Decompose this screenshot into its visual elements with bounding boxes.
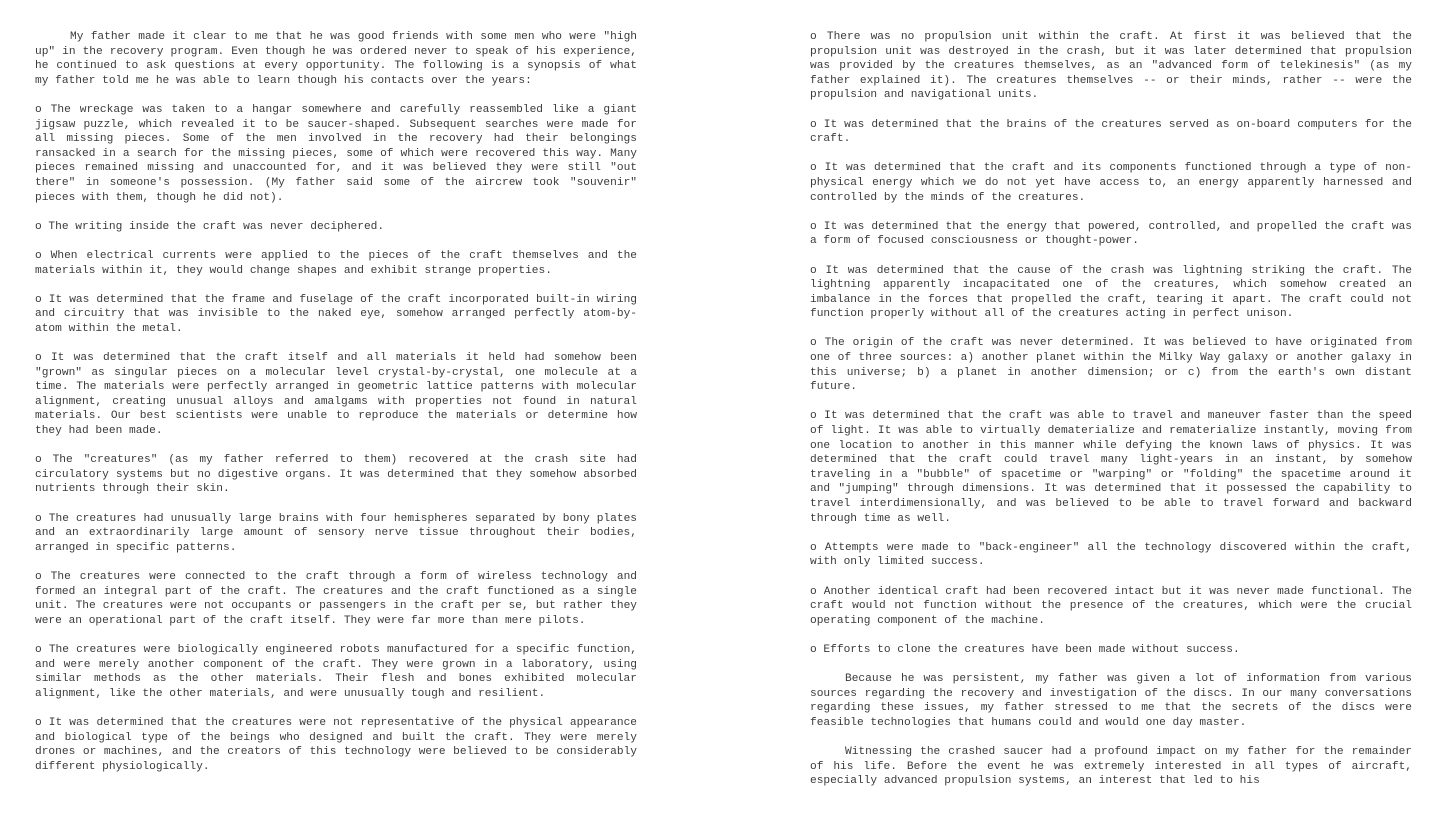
list-item: o Attempts were made to "back-engineer" all the technology discovered within the craft, with only limited success. xyxy=(810,541,1412,569)
body-paragraph: Because he was persistent, my father was given a lot of information from various sources regarding the recovery and investigation of the discs. In our many conversations regarding these issues, my father stressed to me that the secrets of the discs were feasible technologies that humans could and would one day master. xyxy=(810,673,1412,729)
list-item: o It was determined that the craft was able to travel and maneuver faster than the speed of light. It was able to virtually dematerialize and rematerialize instantly, moving from one location to another in this manner while defying the known laws of physics. It was determined that the craft could travel many light-years in an instant, by somehow traveling in a "bubble" of spacetime or "warping" or "folding" the spacetime around it and "jumping" through dimensions. It was determined that it possessed the capability to travel interdimensionally, and was believed to be able to travel forward and backward through time as well. xyxy=(810,410,1412,525)
list-item: o The wreckage was taken to a hangar somewhere and carefully reassembled like a giant jigsaw puzzle, which revealed it to be saucer-shaped. Subsequent searches were made for all missing pieces. Some of the men involved in the recovery had their belongings ransacked in a search for the missing pieces, some of which were recovered this way. Many pieces remained missing and unaccounted for, and it was believed they were still "out there" in someone's possession. (My father said some of the aircrew took "souvenir" pieces with them, though he did not). xyxy=(35,103,637,204)
list-item: o The origin of the craft was never determined. It was believed to have originated from one of three sources: a) another planet within the Milky Way galaxy or another galaxy in this universe; b) a planet in another dimension; or c) from the earth's own distant future. xyxy=(810,337,1412,394)
body-paragraph: Witnessing the crashed saucer had a profound impact on my father for the remainder of his life. Before the event he was extremely interested in all types of aircraft, especially advanced propulsion systems, an interest that led to his xyxy=(810,746,1412,788)
list-item: o The creatures were connected to the craft through a form of wireless technology and formed an integral part of the craft. The creatures and the craft functioned as a single unit. The creatures were not occupants or passengers in the craft per se, but rather they were an operational part of the craft itself. They were far more than mere pilots. xyxy=(35,570,637,627)
list-item: o The creatures were biologically engineered robots manufactured for a specific function, and were merely another component of the craft. They were grown in a laboratory, using similar methods as the other materials. Their flesh and bones exhibited molecular alignment, like the other materials, and were unusually tough and resilient. xyxy=(35,643,637,700)
list-item: o It was determined that the energy that powered, controlled, and propelled the craft was a form of focused consciousness or thought-power. xyxy=(810,220,1412,248)
list-item: o Efforts to clone the creatures have been made without success. xyxy=(810,643,1240,656)
list-item: o It was determined that the brains of the creatures served as on-board computers for the craft. xyxy=(810,118,1412,146)
list-item: o The writing inside the craft was never deciphered. xyxy=(35,220,385,233)
list-item: o The "creatures" (as my father referred to them) recovered at the crash site had circulatory systems but no digestive organs. It was determined that they somehow absorbed nutrients through their skin. xyxy=(35,454,637,496)
list-item: o It was determined that the creatures were not representative of the physical appearance and biological type of the beings who designed and built the craft. They were merely drones or machines, and the creators of this technology were believed to be considerably different physiologically. xyxy=(35,716,637,773)
list-item: o It was determined that the frame and fuselage of the craft incorporated built-in wiring and circuitry that was invisible to the naked eye, somehow arranged perfectly atom-by-atom within the metal. xyxy=(35,293,637,335)
list-item: o There was no propulsion unit within the craft. At first it was believed that the propulsion unit was destroyed in the crash, but it was later determined that propulsion was provided by the creatures themselves, as an "advanced form of telekinesis" (as my father explained it). The creatures themselves -- or their minds, rather -- were the propulsion and navigational units. xyxy=(810,31,1412,102)
list-item: o Another identical craft had been recovered intact but it was never made functional. The craft would not function without the presence of the creatures, which were the crucial operating component of the machine. xyxy=(810,585,1412,627)
left-column xyxy=(35,30,637,774)
intro-paragraph: My father made it clear to me that he was good friends with some men who were "high up" in the recovery program. Even though he was ordered never to speak of his experience, he continued to ask questions at every opportunity. The following is a synopsis of what my father told me he was able to learn though his contacts over the years: xyxy=(35,31,637,87)
list-item: o It was determined that the cause of the crash was lightning striking the craft. The lightning apparently incapacitated one of the creatures, which somehow created an imbalance in the forces that propelled the craft, tearing it apart. The craft could not function properly without all of the creatures acting in perfect unison. xyxy=(810,264,1412,321)
list-item: o The creatures had unusually large brains with four hemispheres separated by bony plates and an extraordinarily large amount of sensory nerve tissue throughout their bodies, arranged in specific patterns. xyxy=(35,512,637,554)
list-item: o It was determined that the craft and its components functioned through a type of non-physical energy which we do not yet have access to, an energy apparently harnessed and controlled by the minds of the creatures. xyxy=(810,162,1412,204)
list-item: o When electrical currents were applied to the pieces of the craft themselves and the materials within it, they would change shapes and exhibit strange properties. xyxy=(35,249,637,277)
right-column xyxy=(810,30,1412,789)
list-item: o It was determined that the craft itself and all materials it held had somehow been "grown" as singular pieces on a molecular level crystal-by-crystal, one molecule at a time. The materials were perfectly arranged in geometric lattice patterns with molecular alignment, creating unusual alloys and amalgams with properties not found in natural materials. Our best scientists were unable to reproduce the materials or determine how they had been made. xyxy=(35,352,637,438)
